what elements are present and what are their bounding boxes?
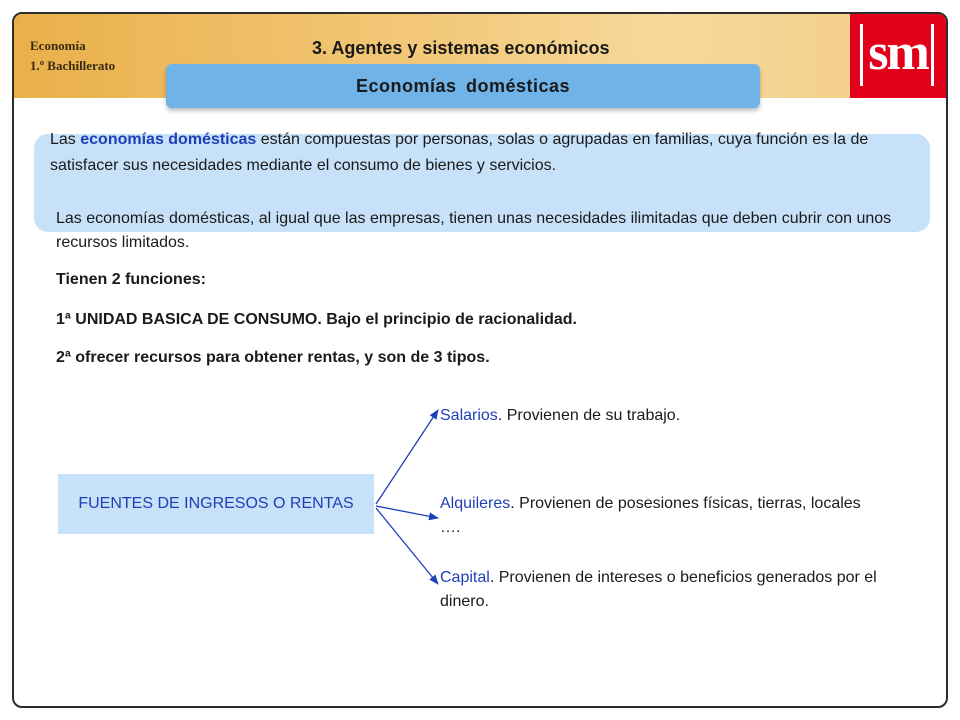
- item-description: . Provienen de su trabajo.: [497, 407, 681, 424]
- income-sources-label: FUENTES DE INGRESOS O RENTAS: [78, 495, 354, 512]
- logo-text: sm: [868, 24, 928, 81]
- second-paragraph: Las economías domésticas, al igual que las empresas, tienen unas necesidades ilimitadas que deben cubrir con unos recursos limitados.: [56, 210, 892, 251]
- income-item-capital: [440, 566, 880, 614]
- intro-text-start: Las: [50, 131, 81, 148]
- function-1: 1ª UNIDAD BASICA DE CONSUMO. Bajo el principio de racionalidad.: [56, 311, 577, 328]
- item-name: Salarios: [440, 407, 498, 424]
- item-name: Alquileres: [440, 495, 511, 512]
- functions-heading: Tienen 2 funciones:: [56, 271, 206, 288]
- income-item-alquileres: [440, 492, 880, 540]
- arrow-to-salarios: [376, 410, 438, 504]
- slide-frame: [12, 12, 948, 708]
- arrow-to-alquileres: [376, 506, 438, 518]
- course-text: 1.º Bachillerato: [30, 58, 116, 73]
- subject-text: Economía: [30, 38, 86, 53]
- unit-title: 3. Agentes y sistemas económicos: [312, 38, 610, 58]
- intro-text-end: están compuestas por personas, solas o agrupadas en familias, cuya función es la de satisfacer sus necesidades mediante el consumo de bienes y servicios.: [50, 131, 869, 174]
- intro-highlight: economías domésticas: [80, 131, 257, 148]
- income-item-salarios: [440, 404, 680, 428]
- item-name: Capital: [440, 569, 490, 586]
- section-title: Economías domésticas: [355, 75, 571, 96]
- item-description: . Provienen de intereses o beneficios generados por el dinero.: [440, 569, 877, 610]
- function-2: 2ª ofrecer recursos para obtener rentas, y son de 3 tipos.: [56, 349, 490, 366]
- item-description: . Provienen de posesiones físicas, tierras, locales ….: [440, 495, 861, 536]
- arrow-to-capital: [376, 508, 438, 584]
